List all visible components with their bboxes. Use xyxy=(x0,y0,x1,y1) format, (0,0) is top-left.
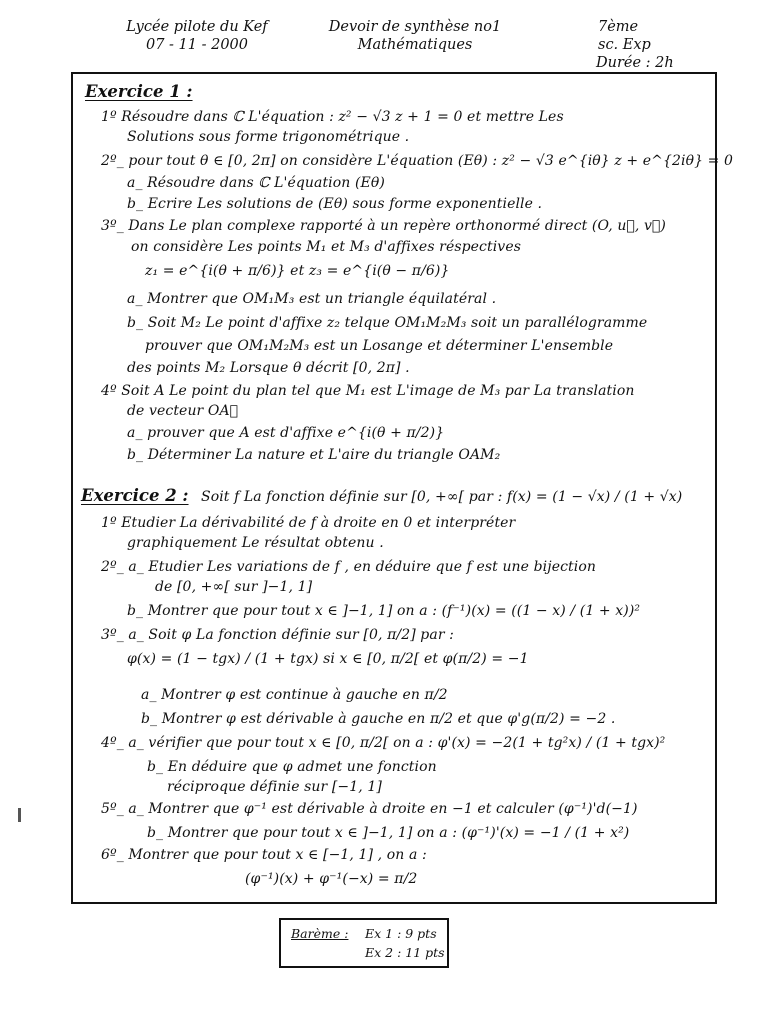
ex2-line: 4º_ a_ vérifier que pour tout x ∈ [0, π/2[ on a : φ'(x) = −2(1 + tg²x) / (1 + tgx)² xyxy=(101,735,666,751)
ex2-line: réciproque définie sur [−1, 1] xyxy=(167,779,382,795)
ex2-line: b_ Montrer que pour tout x ∈ ]−1, 1] on a : (φ⁻¹)'(x) = −1 / (1 + x²) xyxy=(147,825,630,841)
header-middle xyxy=(300,18,530,54)
ex1-line: b_ Ecrire Les solutions de (Eθ) sous forme exponentielle . xyxy=(127,196,543,212)
ex1-line: z₁ = e^{i(θ + π/6)} et z₃ = e^{i(θ − π/6)} xyxy=(145,263,450,279)
class-section: sc. Exp xyxy=(598,37,651,53)
exam-title: Devoir de synthèse no1 xyxy=(328,19,502,35)
ex2-line: b_ En déduire que φ admet une fonction xyxy=(147,759,437,775)
exam-content-frame xyxy=(71,72,734,904)
exercise-2-title: Exercice 2 : xyxy=(81,486,189,505)
exercise-1-title: Exercice 1 : xyxy=(85,82,193,101)
margin-mark xyxy=(18,808,21,822)
header-left xyxy=(112,18,282,54)
bareme-ex2: Ex 2 : 11 pts xyxy=(365,945,445,960)
ex1-line: prouver que OM₁M₂M₃ est un Losange et déterminer L'ensemble xyxy=(145,338,614,354)
ex1-line: Solutions sous forme trigonométrique . xyxy=(127,129,410,145)
ex2-line: 1º Etudier La dérivabilité de f à droite en 0 et interpréter xyxy=(101,515,516,531)
ex2-line: 6º_ Montrer que pour tout x ∈ [−1, 1] , on a : xyxy=(101,847,427,863)
ex1-line: a_ Résoudre dans ℂ L'équation (Eθ) xyxy=(127,175,385,191)
ex2-line: de [0, +∞[ sur ]−1, 1] xyxy=(155,579,313,595)
ex1-line: b_ Déterminer La nature et L'aire du triangle OAM₂ xyxy=(127,447,501,463)
ex1-line: b_ Soit M₂ Le point d'affixe z₂ telque OM₁M₂M₃ soit un parallélogramme xyxy=(127,315,648,331)
ex1-line: 3º_ Dans Le plan complexe rapporté à un repère orthonormé direct (O, u⃗, v⃗) xyxy=(101,218,666,234)
ex1-line: 1º Résoudre dans ℂ L'équation : z² − √3 z + 1 = 0 et mettre Les xyxy=(101,109,564,125)
ex2-line: 5º_ a_ Montrer que φ⁻¹ est dérivable à droite en −1 et calculer (φ⁻¹)'d(−1) xyxy=(101,801,638,817)
class-level: 7ème xyxy=(598,19,639,35)
ex2-intro: Soit f La fonction définie sur [0, +∞[ par : f(x) = (1 − √x) / (1 + √x) xyxy=(201,489,683,505)
ex1-line: 4º Soit A Le point du plan tel que M₁ est L'image de M₃ par La translation xyxy=(101,383,635,399)
ex2-line: 3º_ a_ Soit φ La fonction définie sur [0, π/2] par : xyxy=(101,627,454,643)
ex1-line: de vecteur OA⃗ xyxy=(127,403,239,419)
ex2-line: (φ⁻¹)(x) + φ⁻¹(−x) = π/2 xyxy=(245,871,418,887)
exam-date: 07 - 11 - 2000 xyxy=(145,37,249,53)
bareme-ex1: Ex 1 : 9 pts xyxy=(365,926,437,941)
ex2-line: b_ Montrer que pour tout x ∈ ]−1, 1] on a : (f⁻¹)(x) = ((1 − x) / (1 + x))² xyxy=(127,603,641,619)
ex2-line: 2º_ a_ Etudier Les variations de f , en déduire que f est une bijection xyxy=(101,559,596,575)
ex2-line: a_ Montrer φ est continue à gauche en π/2 xyxy=(141,687,448,703)
ex2-line: φ(x) = (1 − tgx) / (1 + tgx) si x ∈ [0, π/2[ et φ(π/2) = −1 xyxy=(127,651,529,667)
ex1-line: des points M₂ Lorsque θ décrit [0, 2π] . xyxy=(127,360,410,376)
grading-scale-box xyxy=(279,918,449,968)
ex2-line: graphiquement Le résultat obtenu . xyxy=(127,535,384,551)
bareme-label: Barème : xyxy=(291,926,349,941)
school-name: Lycée pilote du Kef xyxy=(126,19,268,35)
ex1-line: a_ prouver que A est d'affixe e^{i(θ + π/2)} xyxy=(127,425,445,441)
ex1-line: 2º_ pour tout θ ∈ [0, 2π] on considère L'équation (Eθ) : z² − √3 e^{iθ} z + e^{2iθ} = 0 xyxy=(101,153,734,169)
header-right xyxy=(572,18,702,72)
ex1-line: a_ Montrer que OM₁M₃ est un triangle équilatéral . xyxy=(127,291,497,307)
ex2-line: b_ Montrer φ est dérivable à gauche en π/2 et que φ'g(π/2) = −2 . xyxy=(141,711,616,727)
exam-subject: Mathématiques xyxy=(357,37,473,53)
exam-duration: Durée : 2h xyxy=(596,55,674,71)
ex1-line: on considère Les points M₁ et M₃ d'affixes réspectives xyxy=(131,239,521,255)
